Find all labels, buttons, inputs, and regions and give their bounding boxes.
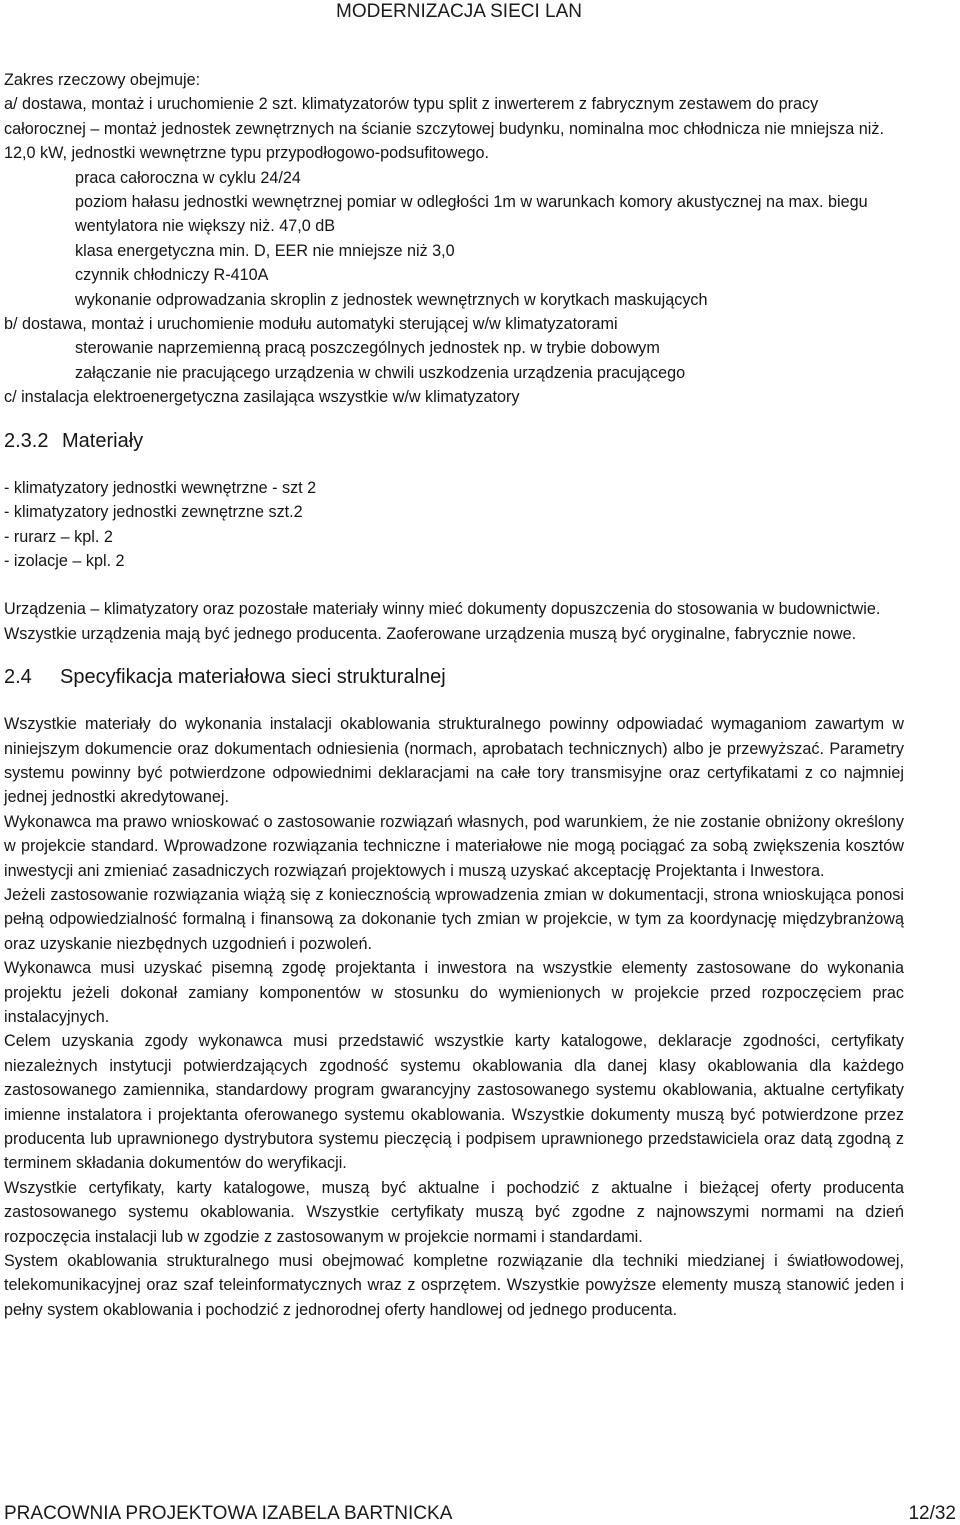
spec-paragraph: Wszystkie materiały do wykonania instalacji okablowania strukturalnego powinny odpowiadać wymaganiom zawartym w niniejszym dokumencie oraz dokumentach odniesienia (normach, aprobatach technicznych) albo je przewyższać. Parametry systemu powinny być potwierdzone odpowiednimi deklaracjami na całe tory transmisyjne oraz certyfikatami z co najmniej jednej jednostki akredytowanej.: [4, 715, 904, 807]
materials-list-item: - rurarz – kpl. 2: [4, 527, 113, 546]
scope-b-subitem: sterowanie naprzemienną pracą poszczególnych jednostek np. w trybie dobowym: [75, 339, 660, 358]
page-header-title: MODERNIZACJA SIECI LAN: [336, 1, 582, 22]
materials-heading-title: Materiały: [62, 429, 144, 452]
spec-paragraph: System okablowania strukturalnego musi obejmować kompletne rozwiązanie dla techniki miedzianej i światłowodowej, telekomunikacyjnej oraz szaf teleinformatycznych wraz z osprzętem. Wszystkie powyższe elementy muszą stanowić jeden i pełny system okablowania i pochodzić z jednorodnej oferty handlowej od jednego producenta.: [4, 1252, 904, 1319]
scope-a-subitem: klasa energetyczna min. D, EER nie mniejsze niż 3,0: [75, 241, 455, 260]
spec-paragraph: Wszystkie certyfikaty, karty katalogowe, muszą być aktualne i pochodzić z aktualne i bieżącej oferty producenta zastosowanego systemu okablowania. Wszystkie certyfikaty muszą być zgodne z najnowszymi normami na dzień rozpoczęcia instalacji lub w zgodzie z zastosowanym w projekcie normami i standardami.: [4, 1178, 904, 1246]
spec-heading-number: 2.4: [4, 666, 32, 689]
spec-paragraph: Jeżeli zastosowanie rozwiązania wiążą się z koniecznością wprowadzenia zmian w dokumentacji, strona wnioskująca ponosi pełną odpowiedzialność formalną i finansową za dokonanie tych zmian w projekcie, w tym za koordynację międzybranżową oraz uzyskanie niezbędnych uzgodnień i pozwoleń.: [4, 885, 904, 953]
materials-note: Urządzenia – klimatyzatory oraz pozostałe materiały winny mieć dokumenty dopuszczenia do stosowania w budownictwie. Wszystkie urządzenia mają być jednego producenta. Zaoferowane urządzenia muszą być oryginalne, fabrycznie nowe.: [4, 600, 881, 643]
document-body: [4, 68, 904, 1322]
scope-a-subitem: praca całoroczna w cyklu 24/24: [75, 168, 301, 187]
scope-b-subitem: załączanie nie pracującego urządzenia w chwili uszkodzenia urządzenia pracującego: [75, 363, 686, 382]
spec-paragraph: Wykonawca musi uzyskać pisemną zgodę projektanta i inwestora na wszystkie elementy zastosowane do wykonania projektu jeżeli dokonał zamiany komponentów w stosunku do wymienionych w projekcie przed rozpoczęciem prac instalacyjnych.: [4, 959, 904, 1026]
spec-heading-title: Specyfikacja materiałowa sieci strukturalnej: [60, 666, 446, 689]
materials-list-item: - izolacje – kpl. 2: [4, 551, 125, 570]
scope-a-subitem: poziom hałasu jednostki wewnętrznej pomiar w odległości 1m w warunkach komory akustycznej na max. biegu wentylatora nie większy niż. 47,0 dB: [75, 193, 868, 236]
materials-heading: [4, 426, 904, 456]
spec-paragraph: Wykonawca ma prawo wnioskować o zastosowanie rozwiązań własnych, pod warunkiem, że nie zostanie obniżony określony w projekcie standard. Wprowadzone rozwiązania techniczne i materiałowe nie mogą pociągać za sobą zwiększenia kosztów inwestycji ani zmieniać zasadniczych rozwiązań projektowych i muszą uzyskać akceptację Projektanta i Inwestora.: [4, 812, 904, 880]
scope-item-a: a/ dostawa, montaż i uruchomienie 2 szt. klimatyzatorów typu split z inwerterem z fabrycznym zestawem do pracy całorocznej – montaż jednostek zewnętrznych na ścianie szczytowej budynku, nominalna moc chłodnicza nie mniejsza niż. 12,0 kW, jednostki wewnętrzne typu przypodłogowo-podsufitowego.: [4, 95, 884, 163]
spec-paragraph: Celem uzyskania zgody wykonawca musi przedstawić wszystkie karty katalogowe, deklaracje zgodności, certyfikaty niezależnych instytucji potwierdzających zgodność systemu okablowania dla danej klasy okablowania dla każdego zastosowanego zamiennika, standardowy program gwarancyjny zastosowanego systemu okablowania, aktualne certyfikaty imienne instalatora i projektanta oferowanego systemu okablowania. Wszystkie dokumenty muszą być potwierdzone przez producenta lub uprawnionego dystrybutora systemu pieczęcią i podpisem uprawnionego przedstawiciela oraz datą zgodną z terminem składania dokumentów do weryfikacji.: [4, 1032, 904, 1173]
materials-list-item: - klimatyzatory jednostki zewnętrzne szt.2: [4, 503, 303, 522]
spec-heading: [4, 662, 904, 692]
scope-item-c: c/ instalacja elektroenergetyczna zasilająca wszystkie w/w klimatyzatory: [4, 388, 520, 407]
footer-company: PRACOWNIA PROJEKTOWA IZABELA BARTNICKA: [4, 1503, 453, 1524]
scope-item-b: b/ dostawa, montaż i uruchomienie modułu automatyki sterującej w/w klimatyzatorami: [4, 315, 618, 334]
footer-page-number: 12/32: [908, 1503, 956, 1524]
materials-list-item: - klimatyzatory jednostki wewnętrzne - szt 2: [4, 478, 317, 497]
spec-paragraphs: [4, 712, 904, 1322]
scope-a-subitem: wykonanie odprowadzania skroplin z jednostek wewnętrznych w korytkach maskujących: [75, 290, 708, 309]
scope-intro: Zakres rzeczowy obejmuje:: [4, 71, 201, 89]
scope-a-subitem: czynnik chłodniczy R-410A: [75, 266, 269, 285]
materials-heading-number: 2.3.2: [4, 429, 49, 452]
